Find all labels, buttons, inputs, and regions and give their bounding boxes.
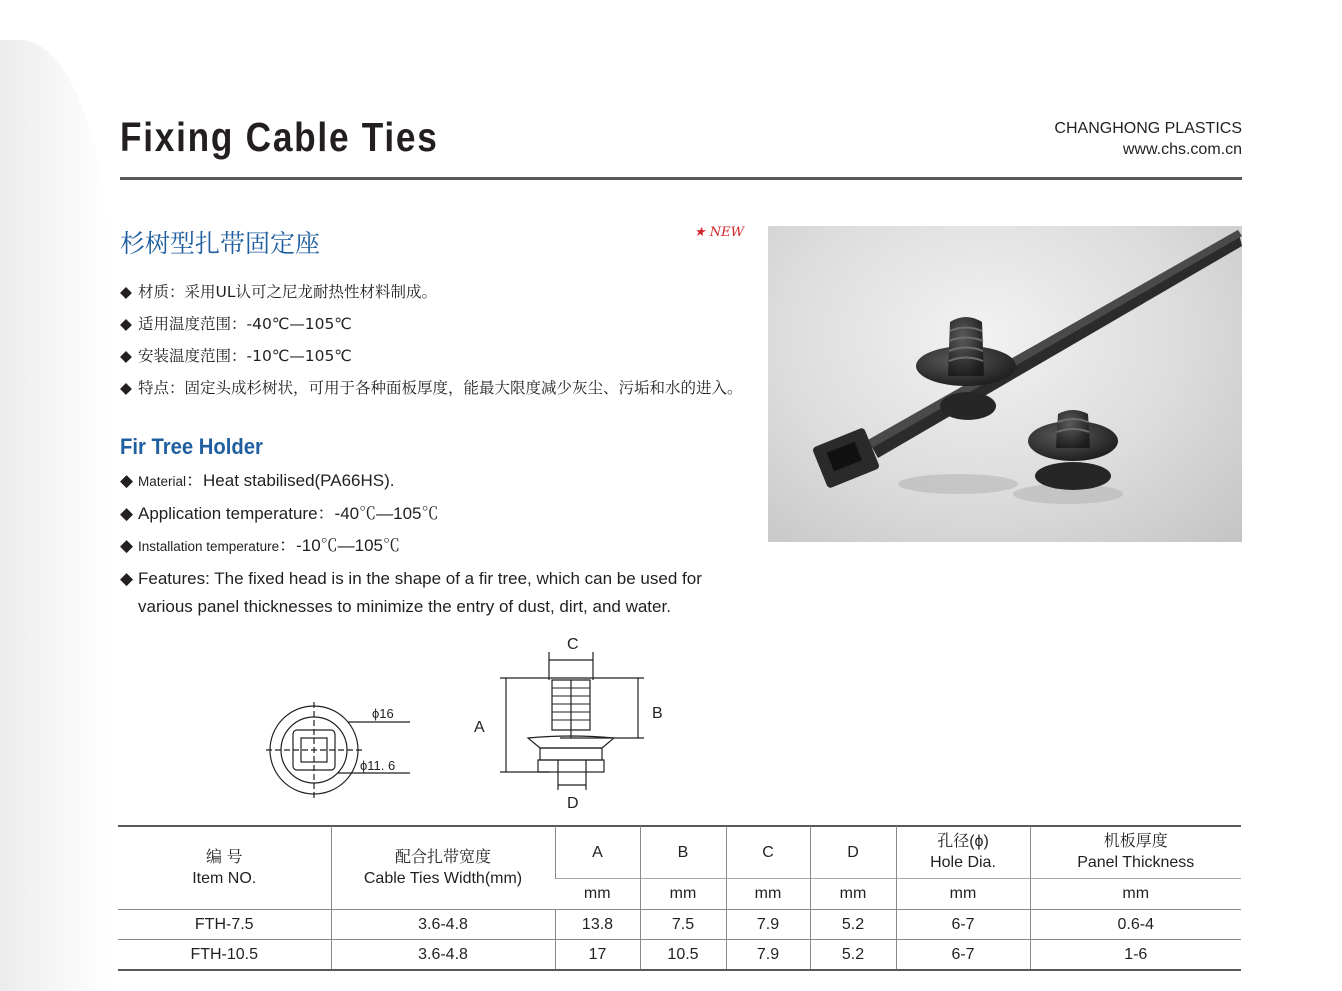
dimension-c-label: C [567, 636, 579, 653]
table-cell: 5.2 [810, 910, 896, 940]
list-item: ◆ Features: The fixed head is in the shape of a fir tree, which can be used for various panel thicknesses to minimize the entry of dust, dirt, and water. [120, 565, 750, 621]
diamond-bullet-icon: ◆ [120, 379, 132, 397]
diamond-bullet-icon: ◆ [120, 504, 134, 523]
table-bottom-rule [118, 969, 1241, 971]
table-cell: 3.6-4.8 [331, 940, 555, 970]
col-header-width: 配合扎带宽度 Cable Ties Width(mm) [331, 826, 555, 910]
spec-table [118, 826, 1241, 969]
table-cell: 3.6-4.8 [331, 910, 555, 940]
brand-block [1054, 118, 1242, 160]
col-header-hole: 孔径(ϕ) Hole Dia. [896, 826, 1030, 879]
page-title: Fixing Cable Ties [120, 114, 439, 160]
col-header-d: D [810, 826, 896, 879]
dimension-a-label: A [474, 719, 485, 736]
list-item: ◆ 安装温度范围：-10℃—105℃ [120, 342, 750, 370]
new-badge: ★ NEW [694, 225, 745, 240]
header-rule [120, 177, 1242, 180]
spec-list-en [120, 467, 750, 625]
table-cell: 7.9 [726, 910, 810, 940]
table-cell: 0.6-4 [1030, 910, 1241, 940]
table-cell: 17 [555, 940, 640, 970]
diamond-bullet-icon: ◆ [120, 569, 134, 588]
dimension-d-label: D [567, 795, 579, 812]
diamond-bullet-icon: ◆ [120, 347, 132, 365]
col-header-c: C [726, 826, 810, 879]
col-header-panel: 机板厚度 Panel Thickness [1030, 826, 1241, 879]
table-cell: FTH-7.5 [118, 910, 331, 940]
table-cell: 6-7 [896, 910, 1030, 940]
table-row [118, 940, 1241, 970]
unit-cell: mm [896, 879, 1030, 910]
diamond-bullet-icon: ◆ [120, 471, 134, 490]
list-item: ◆ 适用温度范围：-40℃—105℃ [120, 310, 750, 338]
list-item: ◆ 材质：采用UL认可之尼龙耐热性材料制成。 [120, 278, 750, 306]
product-title-en: Fir Tree Holder [120, 434, 263, 459]
table-cell: 10.5 [640, 940, 726, 970]
dimension-b-label: B [652, 705, 663, 722]
diamond-bullet-icon: ◆ [120, 315, 132, 333]
list-item: ◆ Material：Heat stabilised(PA66HS). [120, 467, 750, 496]
table-cell: 1-6 [1030, 940, 1241, 970]
product-title-cn: 杉树型扎带固定座 [120, 229, 321, 258]
table-cell: 7.9 [726, 940, 810, 970]
list-item: ◆ Installation temperature：-10℃—105℃ [120, 532, 750, 561]
dia-inner-label: ϕ11. 6 [360, 758, 396, 773]
unit-cell: mm [640, 879, 726, 910]
col-header-item: 编 号 Item NO. [192, 848, 257, 887]
unit-cell: mm [555, 879, 640, 910]
side-view-drawing [500, 652, 644, 790]
unit-cell: mm [1030, 879, 1241, 910]
table-cell: 6-7 [896, 940, 1030, 970]
list-item: ◆ Application temperature：-40℃—105℃ [120, 500, 750, 528]
unit-cell: mm [726, 879, 810, 910]
table-cell: 7.5 [640, 910, 726, 940]
spec-list-cn [120, 278, 750, 406]
technical-drawing [260, 630, 680, 819]
table-cell: 5.2 [810, 940, 896, 970]
col-header-b: B [640, 826, 726, 879]
table-cell: FTH-10.5 [118, 940, 331, 970]
diamond-bullet-icon: ◆ [120, 536, 134, 555]
company-name: CHANGHONG PLASTICS [1054, 120, 1242, 137]
website-link[interactable]: www.chs.com.cn [1122, 141, 1242, 158]
table-row [118, 910, 1241, 940]
diamond-bullet-icon: ◆ [120, 283, 132, 301]
dia-outer-label: ϕ16 [372, 706, 394, 721]
unit-cell: mm [810, 879, 896, 910]
page-edge-shadow [0, 40, 110, 991]
col-header-a: A [555, 826, 640, 879]
product-photo [768, 226, 1242, 542]
table-cell: 13.8 [555, 910, 640, 940]
list-item: ◆ 特点：固定头成杉树状，可用于各种面板厚度，能最大限度减少灰尘、污垢和水的进入。 [120, 374, 750, 402]
